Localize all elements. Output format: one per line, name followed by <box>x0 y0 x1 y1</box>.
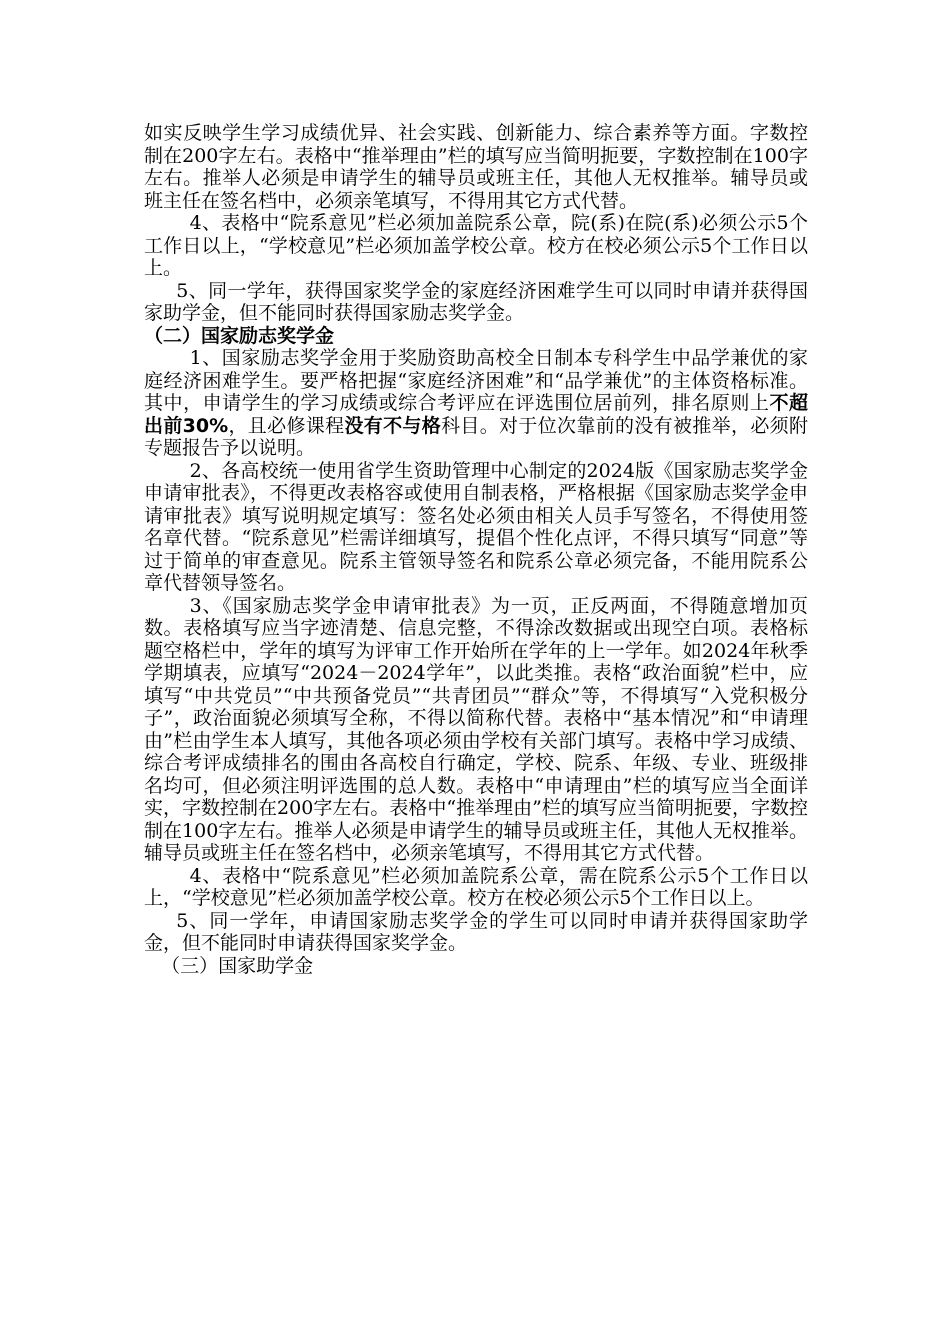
paragraph-item-2-encouragement: 2、各高校统一使用省学生资助管理中心制定的2024版《国家励志奖学金申请审批表》，不得更改表格容或使用自制表格，严格根据《国家励志奖学金申请审批表》填写说明规定填写：签名处必须由相关人员手写签名，不得使用签名章代替。“院系意见”栏需详细填写，提倡个性化点评，不得只填写“同意”等过于简单的审查意见。院系主管领导签名和院系公章必须完备，不能用院系公章代替领导签名。 <box>144 459 808 594</box>
text-segment: 1、国家励志奖学金用于奖励资助高校全日制本专科学生中品学兼优的家庭经济困难学生。要严格把握“家庭经济困难”和“品学兼优”的主体资格标准。其中，申请学生的学习成绩或综合考评应在评选围位居前列，排名原则上 <box>144 347 808 414</box>
paragraph-item-4-national-scholarship: 4、表格中“院系意见”栏必须加盖院系公章，院(系)在院(系)必须公示5个工作日以上，“学校意见”栏必须加盖学校公章。校方在校必须公示5个工作日以上。 <box>144 212 808 279</box>
paragraph-intro-continued: 如实反映学生学习成绩优异、社会实践、创新能力、综合素养等方面。字数控制在200字左右。表格中“推举理由”栏的填写应当简明扼要，字数控制在100字左右。推举人必须是申请学生的辅导员或班主任，其他人无权推举。辅导员或班主任在签名档中，必须亲笔填写，不得用其它方式代替。 <box>144 122 808 212</box>
paragraph-item-3-encouragement: 3、《国家励志奖学金申请审批表》为一页，正反两面，不得随意增加页数。表格填写应当字迹清楚、信息完整，不得涂改数据或出现空白项。表格标题空格栏中，学年的填写为评审工作开始所在学年的上一学年。如2024年秋季学期填表，应填写“2024－2024学年”，以此类推。表格“政治面貌”栏中，应填写“中共党员”“中共预备党员”“共青团员”“群众”等，不得填写“入党积极分子”，政治面貌必须填写全称，不得以简称代替。表格中“基本情况”和“申请理由”栏由学生本人填写，其他各项必须由学校有关部门填写。表格中学习成绩、综合考评成绩排名的围由各高校自行确定，学校、院系、年级、专业、班级排名均可，但必须注明评选围的总人数。表格中“申请理由”栏的填写应当全面详实，字数控制在200字左右。表格中“推举理由”栏的填写应当简明扼要，字数控制在100字左右。推举人必须是申请学生的辅导员或班主任，其他人无权推举。辅导员或班主任在签名档中，必须亲笔填写，不得用其它方式代替。 <box>144 594 808 864</box>
text-segment: ，且必修课程 <box>228 414 345 437</box>
section-heading-3: （三）国家助学金 <box>161 954 314 977</box>
paragraph-item-5-national-scholarship: 5、同一学年，获得国家奖学金的家庭经济困难学生可以同时申请并获得国家助学金，但不能同时获得国家励志奖学金。 <box>144 279 808 324</box>
document-page <box>144 122 808 977</box>
text-segment: 科目。对于位次靠前的没有被推举，必须附专题报告予以说明。 <box>144 414 808 459</box>
bold-emphasis: 没有不与格 <box>344 414 442 437</box>
paragraph-item-1-encouragement <box>144 347 808 460</box>
bold-emphasis: 不超出前30% <box>144 392 808 437</box>
paragraph-item-5-encouragement: 5、同一学年，申请国家励志奖学金的学生可以同时申请并获得国家助学金，但不能同时申请获得国家奖学金。 <box>144 909 808 954</box>
paragraph-item-4-encouragement: 4、表格中“院系意见”栏必须加盖院系公章，需在院系公示5个工作日以上，“学校意见”栏必须加盖学校公章。校方在校必须公示5个工作日以上。 <box>144 864 808 909</box>
section-heading-2: （二）国家励志奖学金 <box>144 324 335 347</box>
